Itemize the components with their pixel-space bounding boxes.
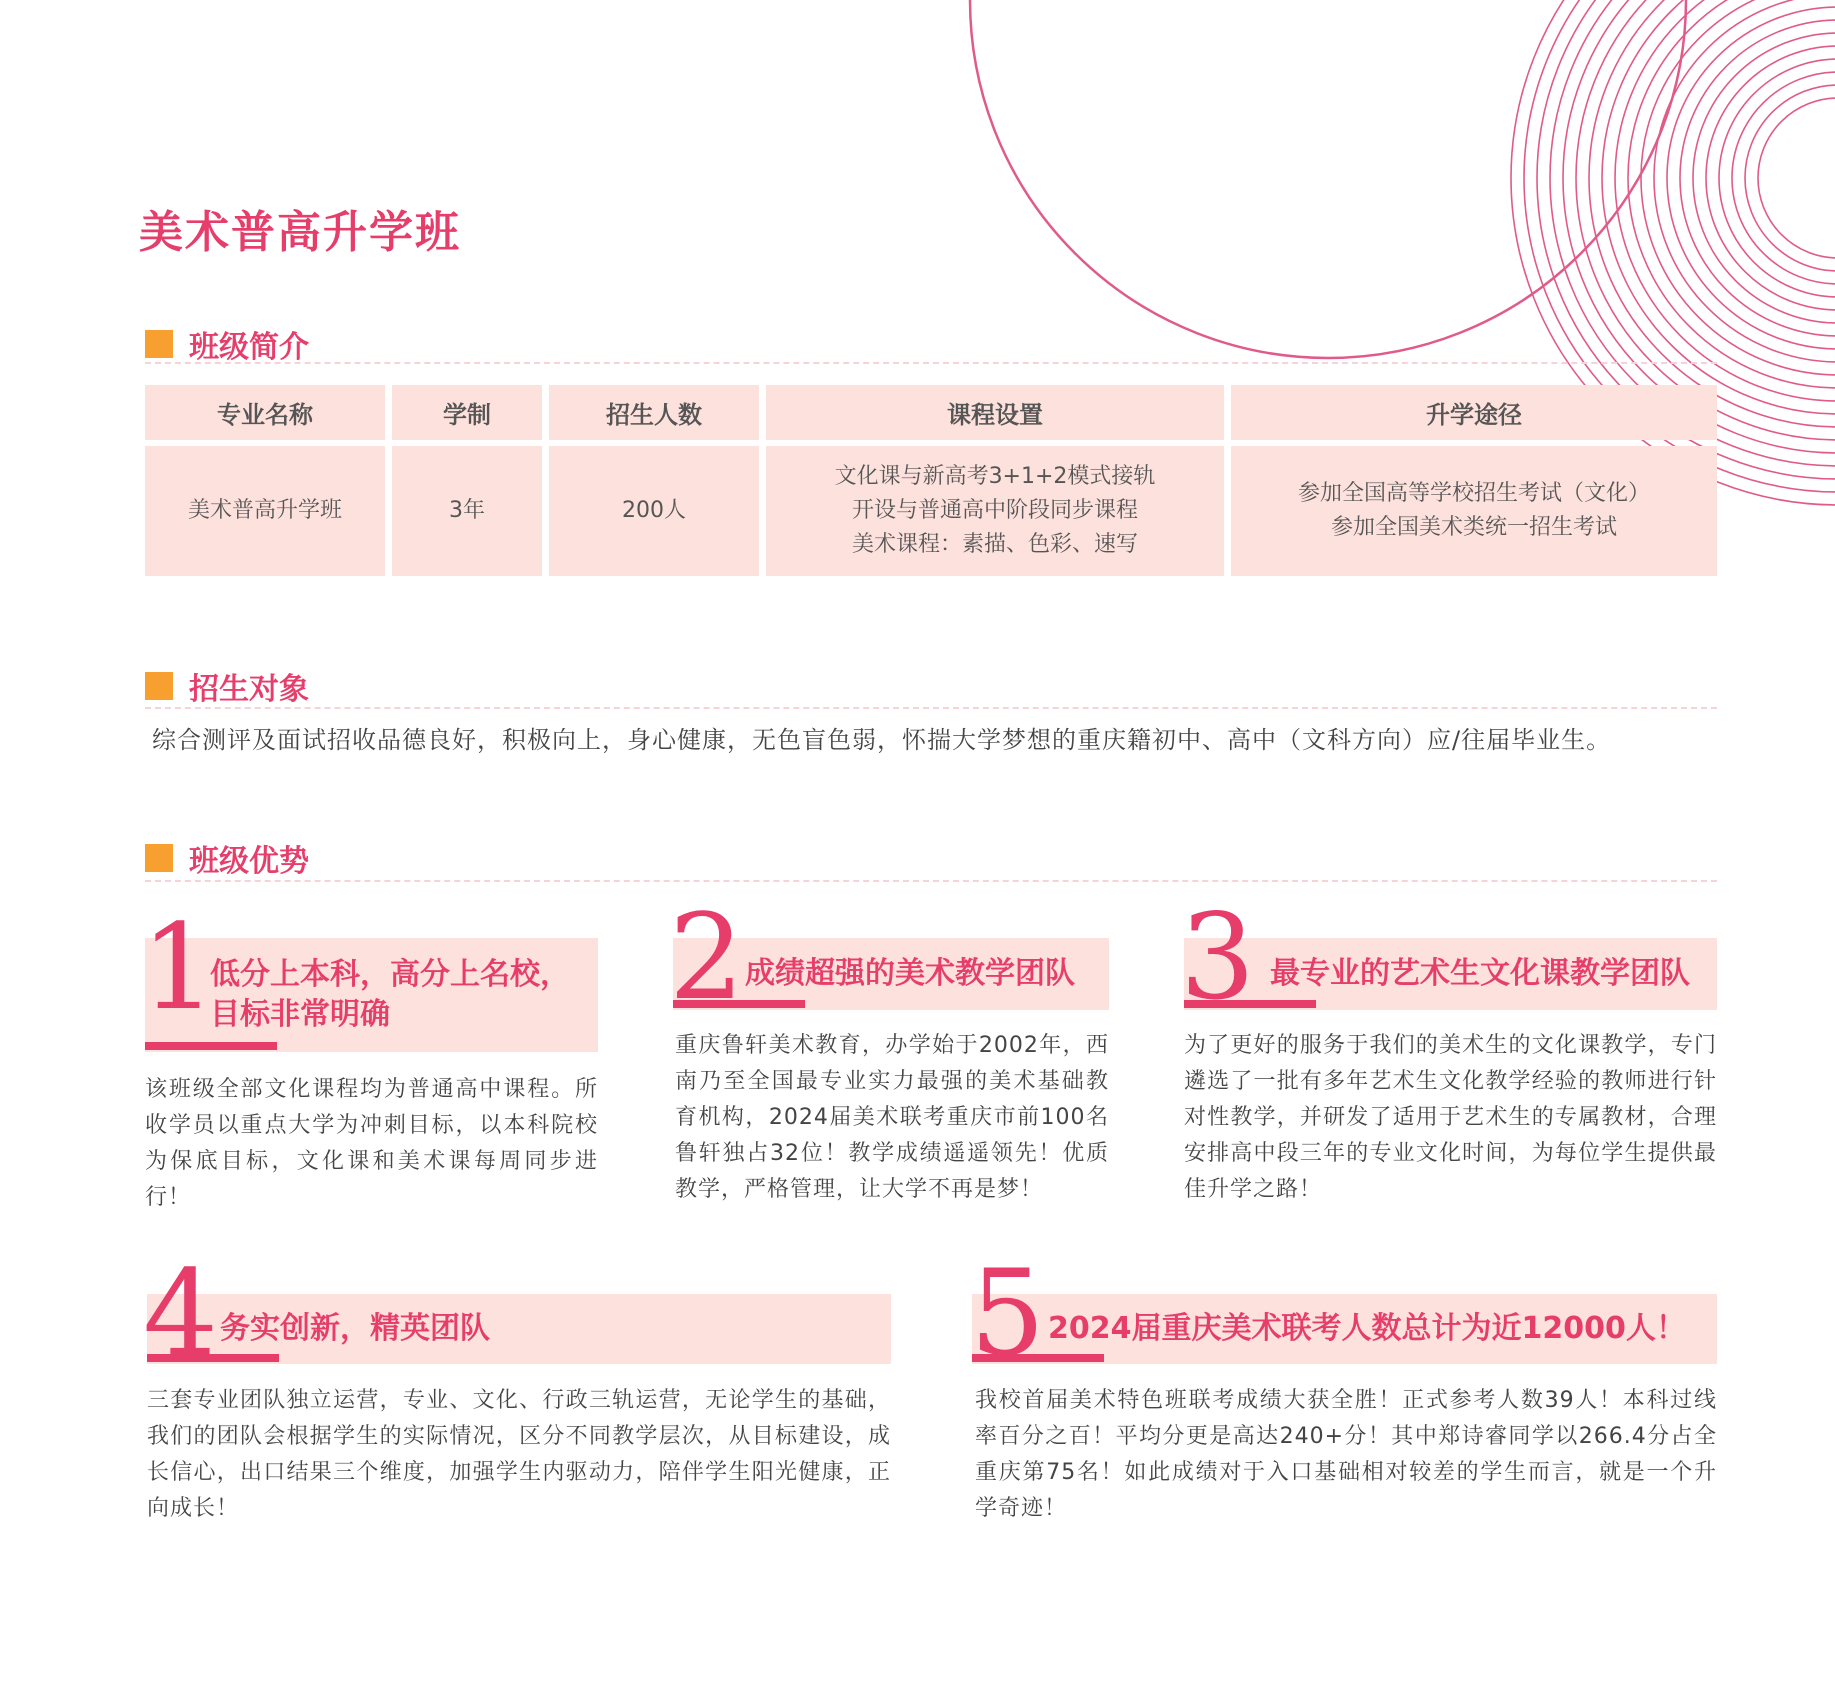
advantage-body: 三套专业团队独立运营，专业、文化、行政三轨运营，无论学生的基础，我们的团队会根据学生的实际情况，区分不同教学层次，从目标建设，成长信心，出口结果三个维度，加强学生内驱动力，陪伴学生阳光健康，正向成长！ bbox=[147, 1388, 891, 1521]
section-divider bbox=[145, 880, 1717, 882]
section-square-icon bbox=[145, 672, 173, 700]
section-divider bbox=[145, 362, 1717, 364]
concentric-ring bbox=[1654, 0, 1835, 362]
table-cell-courses: 文化课与新高考3+1+2模式接轨 开设与普通高中阶段同步课程 美术课程：素描、色彩、速写 bbox=[766, 446, 1224, 576]
concentric-ring bbox=[1602, 0, 1835, 414]
advantage-number: 3 bbox=[1180, 888, 1256, 1026]
advantage-body: 该班级全部文化课程均为普通高中课程。所收学员以重点大学为冲刺目标，以本科院校为保底目标，文化课和美术课每周同步进行！ bbox=[145, 1077, 598, 1210]
advantage-title: 成绩超强的美术教学团队 bbox=[745, 956, 1075, 991]
advantage-number: 5 bbox=[970, 1244, 1046, 1382]
table-cell-years: 3年 bbox=[392, 446, 542, 576]
concentric-ring bbox=[1758, 98, 1835, 258]
section-target-heading: 招生对象 bbox=[145, 666, 309, 706]
advantage-number: 2 bbox=[669, 888, 745, 1026]
concentric-ring bbox=[1719, 59, 1835, 297]
concentric-ring bbox=[1667, 7, 1835, 349]
advantage-body: 为了更好的服务于我们的美术生的文化课教学，专门遴选了一批有多年艺术生文化教学经验的教师进行针对性教学，并研发了适用于艺术生的专属教材，合理安排高中段三年的专业文化时间，为每位学生提供最佳升学之路！ bbox=[1184, 1033, 1717, 1202]
concentric-ring bbox=[1745, 85, 1835, 271]
advantage-number: 1 bbox=[141, 898, 217, 1036]
target-description: 综合测评及面试招收品德良好，积极向上，身心健康，无色盲色弱，怀揣大学梦想的重庆籍初中、高中（文科方向）应/往届毕业生。 bbox=[152, 726, 1612, 754]
table-header-name: 专业名称 bbox=[145, 385, 385, 440]
table-cell-enrollment: 200人 bbox=[549, 446, 759, 576]
table-cell-name: 美术普高升学班 bbox=[145, 446, 385, 576]
advantage-body: 我校首届美术特色班联考成绩大获全胜！正式参考人数39人！本科过线率百分之百！平均分更是高达240+分！其中郑诗睿同学以266.4分占全重庆第75名！如此成绩对于入口基础相对较差的学生而言，就是一个升学奇迹！ bbox=[975, 1388, 1717, 1521]
concentric-ring bbox=[1615, 0, 1835, 401]
section-square-icon bbox=[145, 330, 173, 358]
concentric-ring bbox=[1706, 46, 1835, 310]
concentric-ring bbox=[1693, 33, 1835, 323]
section-square-icon bbox=[145, 844, 173, 872]
table-cell-paths: 参加全国高等学校招生考试（文化） 参加全国美术类统一招生考试 bbox=[1231, 446, 1717, 576]
advantage-title: 低分上本科，高分上名校， 目标非常明确 bbox=[210, 957, 570, 1032]
table-header-paths: 升学途径 bbox=[1231, 385, 1717, 440]
table-header-courses: 课程设置 bbox=[766, 385, 1224, 440]
advantage-number: 4 bbox=[143, 1244, 219, 1382]
section-intro-heading: 班级简介 bbox=[145, 324, 309, 364]
concentric-ring bbox=[1641, 0, 1835, 375]
large-circle-outline bbox=[970, 0, 1686, 358]
advantage-title: 最专业的艺术生文化课教学团队 bbox=[1270, 956, 1690, 991]
table-header-enrollment: 招生人数 bbox=[549, 385, 759, 440]
concentric-ring bbox=[1732, 72, 1835, 284]
concentric-ring bbox=[1576, 0, 1835, 440]
section-advantages-heading: 班级优势 bbox=[145, 838, 309, 878]
table-header-years: 学制 bbox=[392, 385, 542, 440]
advantage-body: 重庆鲁轩美术教育，办学始于2002年，西南乃至全国最专业实力最强的美术基础教育机构，2024届美术联考重庆市前100名鲁轩独占32位！教学成绩遥遥领先！优质教学，严格管理，让大学不再是梦！ bbox=[675, 1033, 1109, 1202]
page-title: 美术普高升学班 bbox=[139, 207, 461, 258]
concentric-ring bbox=[1628, 0, 1835, 388]
section-divider bbox=[145, 707, 1717, 709]
concentric-ring bbox=[1680, 20, 1835, 336]
advantage-title: 务实创新，精英团队 bbox=[220, 1311, 490, 1346]
advantage-title: 2024届重庆美术联考人数总计为近12000人！ bbox=[1048, 1311, 1686, 1346]
